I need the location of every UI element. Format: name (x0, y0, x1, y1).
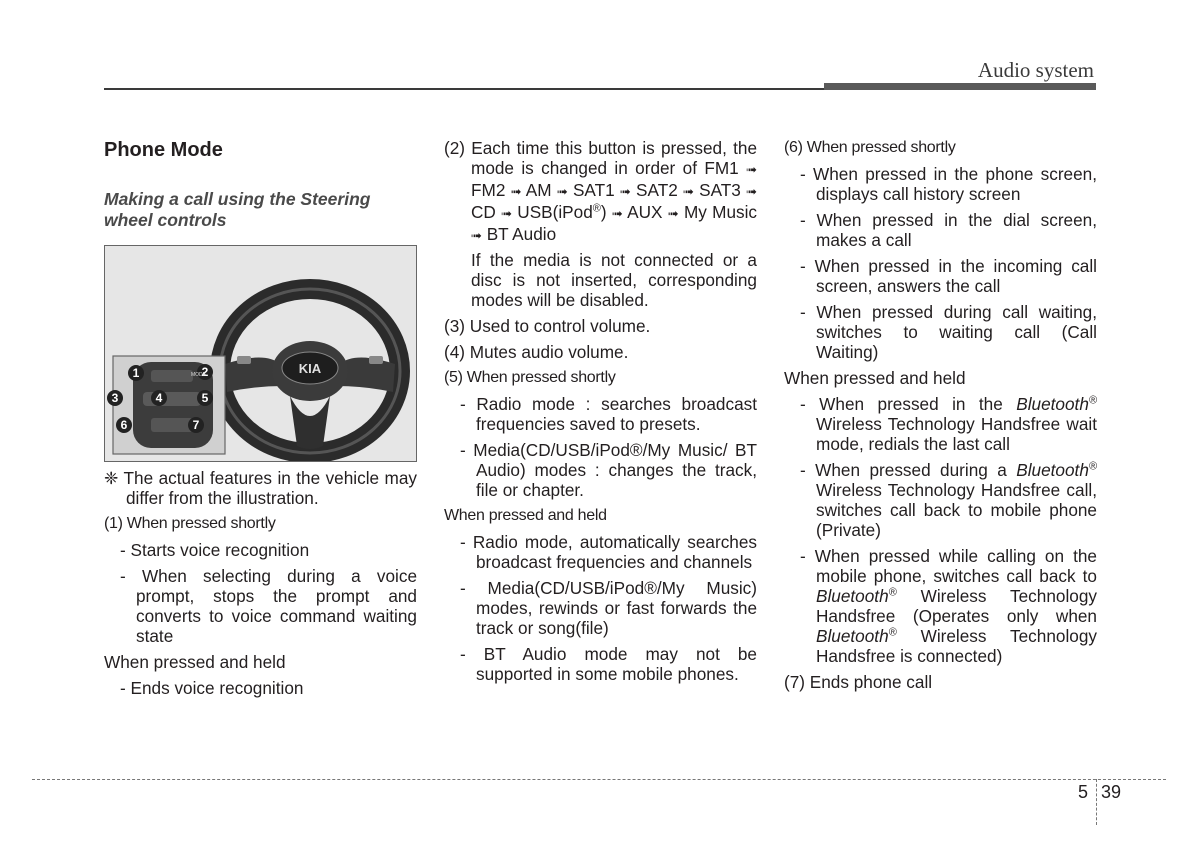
item-5-label: (5) When pressed shortly (444, 369, 616, 386)
illustration-note (104, 468, 417, 508)
callout-5: 5 (201, 391, 209, 405)
callout-2: 2 (201, 365, 209, 379)
callout-3: 3 (111, 391, 119, 405)
arrow-icon: ➟ (510, 184, 522, 199)
page-number: 39 (1101, 782, 1122, 802)
item-5-bullet: - Radio mode : searches broadcast frequencies saved to presets. (460, 394, 757, 434)
held-bullet: - Radio mode, automatically searches broadcast frequencies and channels (460, 532, 757, 572)
column-2 (444, 138, 757, 690)
arrow-icon: ➟ (667, 206, 679, 221)
item-1-bullet: - When selecting during a voice prompt, stops the prompt and converts to voice command waiting state (120, 566, 417, 646)
section-heading: Phone Mode (104, 139, 223, 161)
item-4: (4) Mutes audio volume. (444, 342, 629, 362)
footer-rule (32, 779, 1166, 780)
subsection-heading: Making a call using the Steering wheel controls (104, 189, 371, 230)
held-bullet: - When pressed during a Bluetooth® Wireless Technology Handsfree call, switches call back to mobile phone (Private) (800, 460, 1097, 540)
item-7: (7) Ends phone call (784, 672, 933, 692)
item-1-label: (1) When pressed shortly (104, 515, 276, 532)
header-rule-accent (824, 83, 1096, 90)
held-label: When pressed and held (784, 368, 966, 388)
arrow-icon: ➟ (746, 184, 757, 199)
item-3: (3) Used to control volume. (444, 316, 651, 336)
callout-1: 1 (132, 366, 140, 380)
item-1-bullet: - Starts voice recognition (120, 540, 310, 560)
footer-divider (1096, 779, 1097, 825)
arrow-icon: ➟ (501, 206, 513, 221)
header-rule (104, 88, 824, 90)
item-5-bullet: - Media(CD/USB/iPod®/My Music/ BT Audio) modes : changes the track, file or chapter. (460, 440, 757, 500)
kia-logo: KIA (298, 361, 322, 376)
callout-6: 6 (120, 418, 128, 432)
note-symbol-icon: ❈ (104, 468, 119, 488)
arrow-icon: ➟ (683, 184, 694, 199)
held-bullet: - Ends voice recognition (120, 678, 304, 698)
held-label: When pressed and held (444, 507, 607, 524)
held-bullet: - Media(CD/USB/iPod®/My Music) modes, rewinds or fast forwards the track or song(file) (460, 578, 757, 638)
callout-4: 4 (155, 391, 163, 405)
mode-sequence: FM1 ➟ FM2 ➟ AM ➟ SAT1 ➟ SAT2 ➟ SAT3 ➟ CD ➟ USB(iPod®) ➟ AUX ➟ My Music ➟ BT Audio (471, 158, 758, 244)
held-bullet: - When pressed while calling on the mobile phone, switches call back to Bluetooth® Wireless Technology Handsfree (Operates only when Bluetooth® Wireless Technology Handsfree is connected) (800, 546, 1097, 666)
item-6-bullet: - When pressed in the phone screen, displays call history screen (800, 164, 1097, 204)
steering-wheel-illustration (104, 245, 417, 462)
item-2-note: If the media is not connected or a disc is not inserted, corresponding modes will be disabled. (471, 250, 757, 310)
steering-wheel-drawing (105, 246, 417, 462)
arrow-icon: ➟ (619, 184, 631, 199)
held-label: When pressed and held (104, 652, 286, 672)
item-2-text: Each time this button is pressed, the mode is changed in order of (471, 138, 757, 178)
callout-7: 7 (192, 418, 200, 432)
item-2-number: (2) (444, 138, 466, 158)
item-6-bullet: - When pressed during call waiting, switches to waiting call (Call Waiting) (800, 302, 1097, 362)
arrow-icon: ➟ (611, 206, 623, 221)
mode-label: MODE (191, 372, 206, 378)
section-number: 5 (1078, 782, 1089, 802)
item-6-label: (6) When pressed shortly (784, 139, 956, 156)
arrow-icon: ➟ (471, 228, 482, 243)
held-bullet: - When pressed in the Bluetooth® Wireless Technology Handsfree wait mode, redials the last call (800, 394, 1097, 454)
item-6-bullet: - When pressed in the incoming call screen, answers the call (800, 256, 1097, 296)
column-3 (784, 138, 1097, 698)
page-header-title: Audio system (977, 58, 1094, 82)
arrow-icon: ➟ (746, 162, 757, 177)
arrow-icon: ➟ (556, 184, 568, 199)
column-1 (104, 138, 417, 704)
item-2 (444, 138, 757, 246)
item-6-bullet: - When pressed in the dial screen, makes a call (800, 210, 1097, 250)
note-text: The actual features in the vehicle may differ from the illustration. (123, 468, 418, 508)
held-bullet: - BT Audio mode may not be supported in some mobile phones. (460, 644, 757, 684)
